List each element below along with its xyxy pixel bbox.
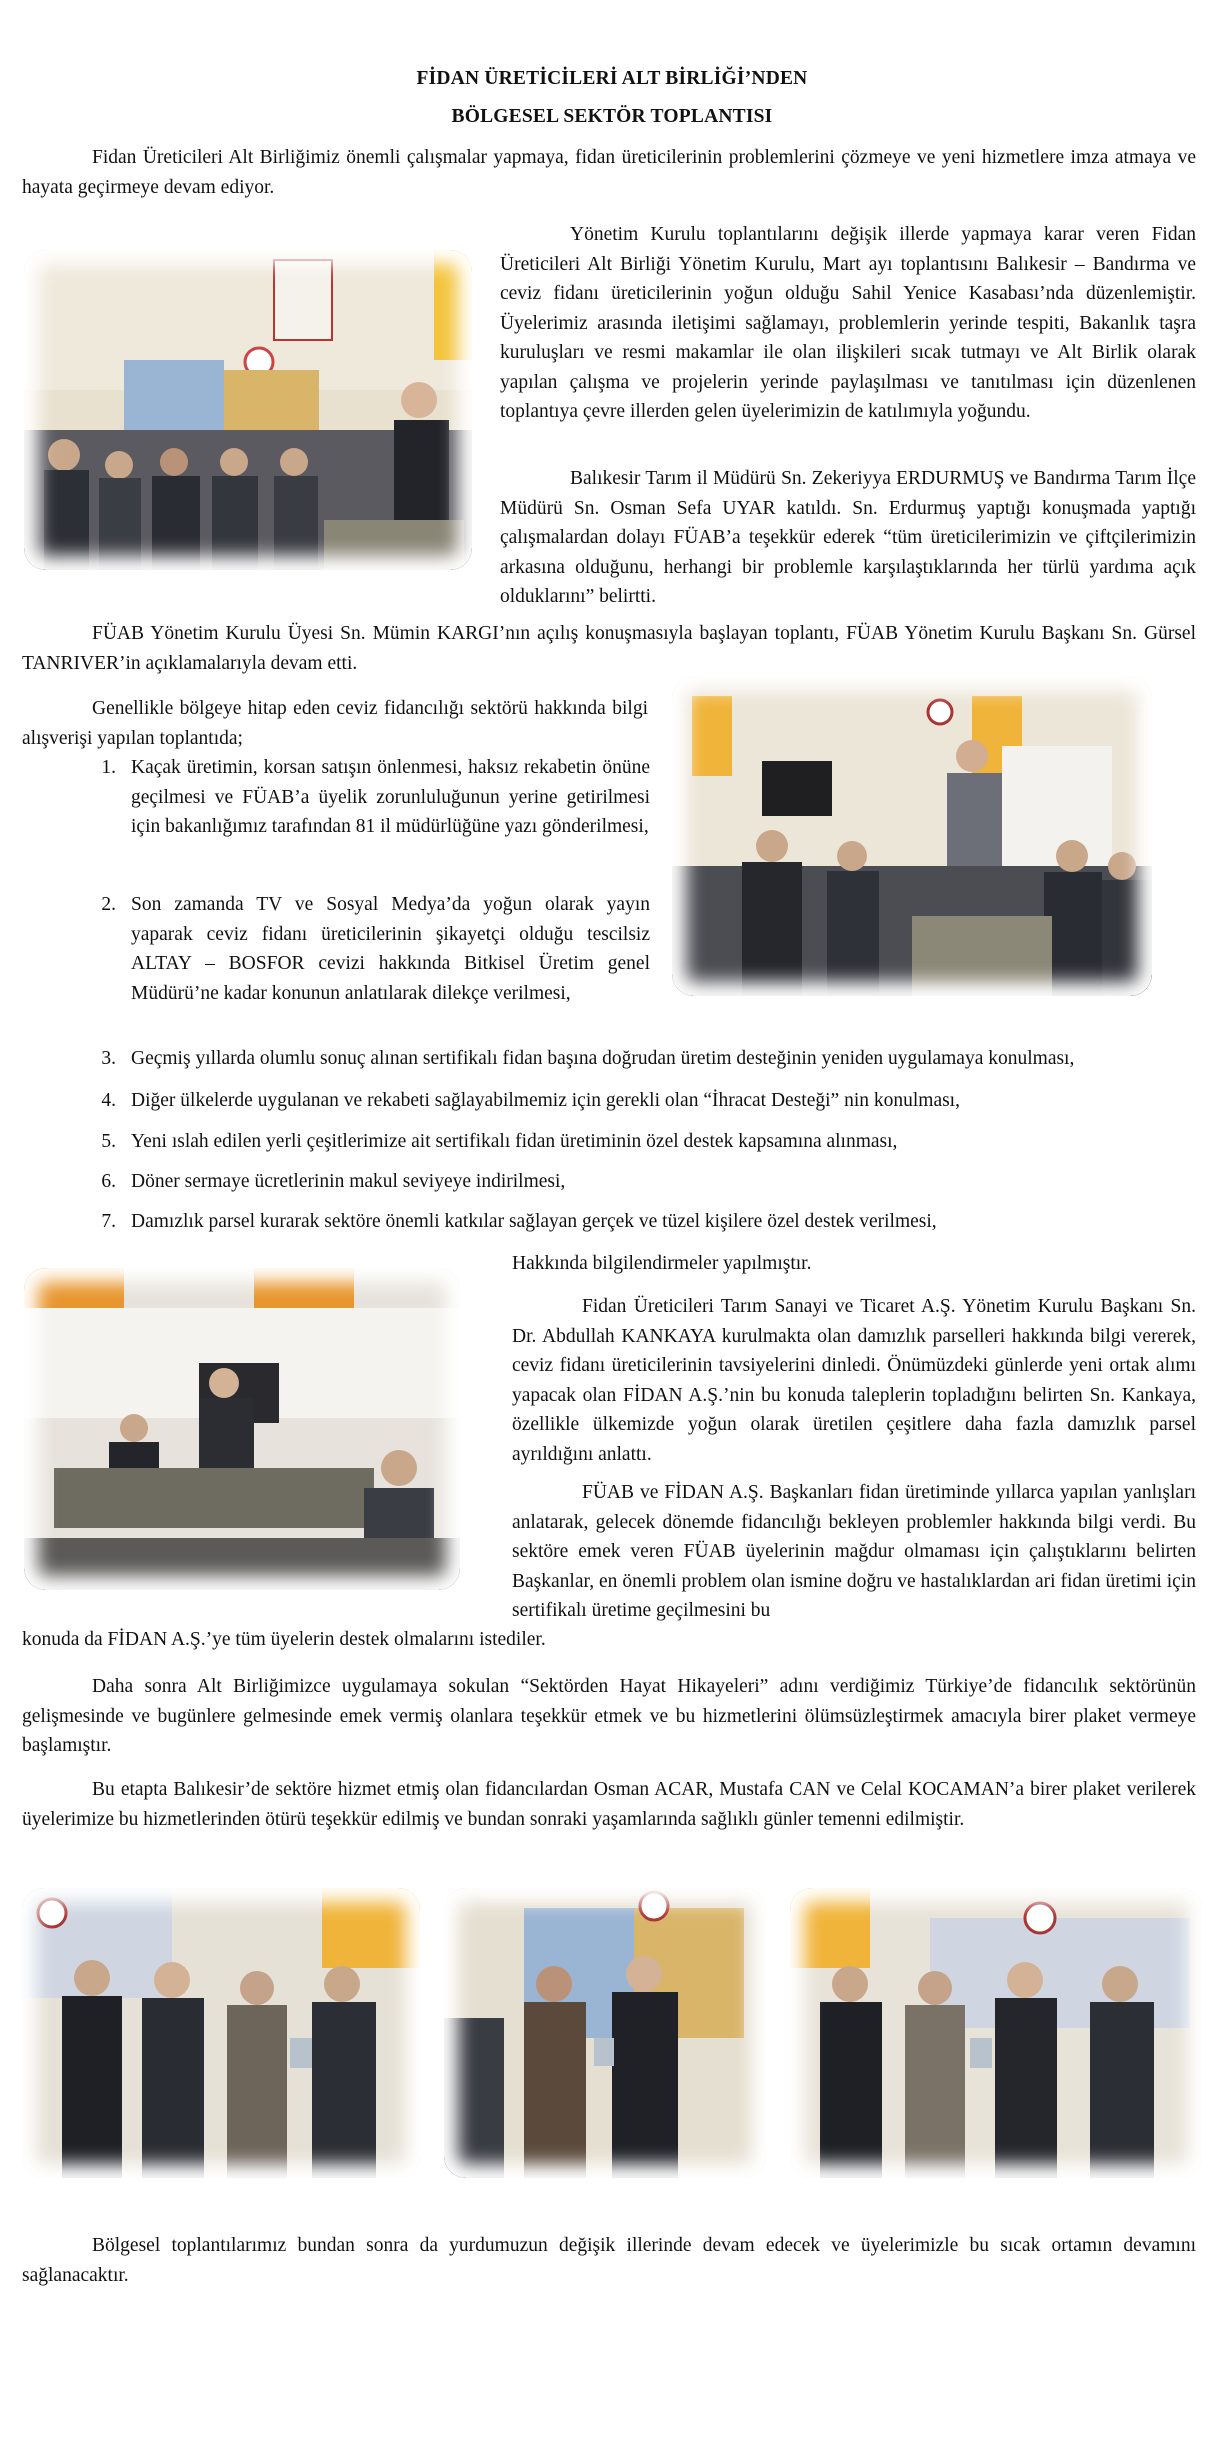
paragraph-board-meeting: Yönetim Kurulu toplantılarını değişik illerde yapmaya karar veren Fidan Üreticileri Alt Birliği Yönetim Kurulu, Mart ayı toplantısını Balıkesir – Bandırma ve ceviz fidanı üreticilerinin yoğun olduğu Sahil Yenice Kasabası’nda düzenlemiştir. Üyelerimiz arasında iletişimi sağlamayı, problemlerin yerinde tespiti, Bakanlık taşra kuruluşları ve resmi makamlar ile olan ilişkileri sıcak tutmayı ve Alt Birlik olarak yapılan çalışma ve projelerin yerinde paylaşılması ve tanıtılması için düzenlenen toplantıya çevre illerden gelen üyelerimizin de katılımıyla yoğundu. <box>500 224 1196 422</box>
paragraph-presidents: FÜAB ve FİDAN A.Ş. Başkanları fidan üretiminde yıllarca yapılan yanlışları anlatarak, gelecek dönemde fidancılığı bekleyen problemler hakkında bilgi verdi. Bu sektöre emek veren FÜAB üyelerinin mağdur olmaması için çalıştıklarını belirten Başkanlar, en önemli problem olan ismine doğru ve hastalıklardan ari fidan üretimi için sertifikalı üretime geçilmesini bu <box>512 1482 1196 1621</box>
list-item: 1. Kaçak üretimin, korsan satışın önlenmesi, haksız rekabetin önüne geçilmesi ve FÜAB’a üyelik zorunluluğunun yerine getirilmesi için bakanlığımız tarafından 81 il müdürlüğüne yazı gönderilmesi, <box>101 757 650 837</box>
list-item: 6. Döner sermaye ücretlerinin makul seviyeye indirilmesi, <box>101 1171 566 1192</box>
meeting-photo-3 <box>24 1268 460 1590</box>
title-line-2: BÖLGESEL SEKTÖR TOPLANTISI <box>451 106 773 127</box>
paragraph-closing: Bölgesel toplantılarımız bundan sonra da yurdumuzun değişik illerinde devam edecek ve üyelerimizle bu sıcak ortamın devamını sağlanacaktır. <box>22 2235 1196 2286</box>
plaque-photo-2 <box>444 1888 766 2178</box>
paragraph-fidan-as: Fidan Üreticileri Tarım Sanayi ve Ticaret A.Ş. Yönetim Kurulu Başkanı Sn. Dr. Abdullah KANKAYA kurulmakta olan damızlık parselleri hakkında bilgi vererek, ceviz fidanı üreticilerinin tavsiyelerini dinledi. Önümüzdeki günlerde yeni ortak alımı yapacak olan FİDAN A.Ş.’nin bu konuda taleplerin topladığını belirten Sn. Kankaya, özellikle ülkemizde yoğun olarak üretilen çeşitlere daha fazla damızlık parsel ayrıldığını anlattı. <box>512 1296 1196 1465</box>
paragraph-informed: Hakkında bilgilendirmeler yapılmıştır. <box>512 1253 812 1274</box>
list-item: 3. Geçmiş yıllarda olumlu sonuç alınan sertifikalı fidan başına doğrudan üretim desteğinin yeniden uygulamaya konulması, <box>101 1048 1075 1069</box>
list-item: 4. Diğer ülkelerde uygulanan ve rekabeti sağlayabilmemiz için gerekli olan “İhracat Desteği” nin konulması, <box>101 1090 960 1111</box>
paragraph-plaques: Bu etapta Balıkesir’de sektöre hizmet etmiş olan fidancılardan Osman ACAR, Mustafa CAN ve Celal KOCAMAN’a birer plaket verilerek üyelerimize bu hizmetlerinden ötürü teşekkür edilmiş ve bundan sonraki yaşamlarında sağlıklı günler temenni edilmiştir. <box>22 1779 1196 1830</box>
paragraph-officials: Balıkesir Tarım il Müdürü Sn. Zekeriyya ERDURMUŞ ve Bandırma Tarım İlçe Müdürü Sn. Osman Sefa UYAR katıldı. Sn. Erdurmuş yaptığı konuşmada yaptığı çalışmalardan dolayı FÜAB’a teşekkür ederek “tüm üreticilerimizin ve çiftçilerimizin arkasına olduğunu, herhangi bir problemle karşılaştıklarında her türlü yardıma açık olduklarını” belirtti. <box>500 468 1196 607</box>
paragraph-life-stories: Daha sonra Alt Birliğimizce uygulamaya sokulan “Sektörden Hayat Hikayeleri” adını verdiğimiz Türkiye’de fidancılık sektörünün gelişmesinde ve bugünlere gelmesinde emek vermiş olanlara teşekkür etmek ve bu hizmetlerini ölümsüzleştirmek amacıyla birer plaket vermeye başlamıştır. <box>22 1676 1196 1756</box>
paragraph-meeting-topics: Genellikle bölgeye hitap eden ceviz fidancılığı sektörü hakkında bilgi alışverişi yapılan toplantıda; <box>22 698 648 749</box>
meeting-photo-2 <box>672 676 1152 996</box>
plaque-photo-1 <box>22 1888 420 2178</box>
title-line-1: FİDAN ÜRETİCİLERİ ALT BİRLİĞİ’NDEN <box>416 68 808 89</box>
meeting-photo-1 <box>24 250 472 570</box>
plaque-photo-3 <box>790 1888 1202 2178</box>
paragraph-opening: FÜAB Yönetim Kurulu Üyesi Sn. Mümin KARGI’nın açılış konuşmasıyla başlayan toplantı, FÜAB Yönetim Kurulu Başkanı Sn. Gürsel TANRIVER’in açıklamalarıyla devam etti. <box>22 623 1196 674</box>
list-item: 7. Damızlık parsel kurarak sektöre önemli katkılar sağlayan gerçek ve tüzel kişilere özel destek verilmesi, <box>101 1211 937 1232</box>
paragraph-presidents-cont: konuda da FİDAN A.Ş.’ye tüm üyelerin destek olmalarını istediler. <box>22 1629 546 1650</box>
paragraph-intro: Fidan Üreticileri Alt Birliğimiz önemli çalışmalar yapmaya, fidan üreticilerinin problemlerini çözmeye ve yeni hizmetlere imza atmaya ve hayata geçirmeye devam ediyor. <box>22 147 1196 198</box>
list-item: 5. Yeni ıslah edilen yerli çeşitlerimize ait sertifikalı fidan üretiminin özel destek kapsamına alınması, <box>101 1131 898 1152</box>
list-item: 2. Son zamanda TV ve Sosyal Medya’da yoğun olarak yayın yaparak ceviz fidanı üreticilerinin şikayetçi olduğu tescilsiz ALTAY – BOSFOR cevizi hakkında Bitkisel Üretim genel Müdürü’ne kadar konunun anlatılarak dilekçe verilmesi, <box>101 894 650 1004</box>
